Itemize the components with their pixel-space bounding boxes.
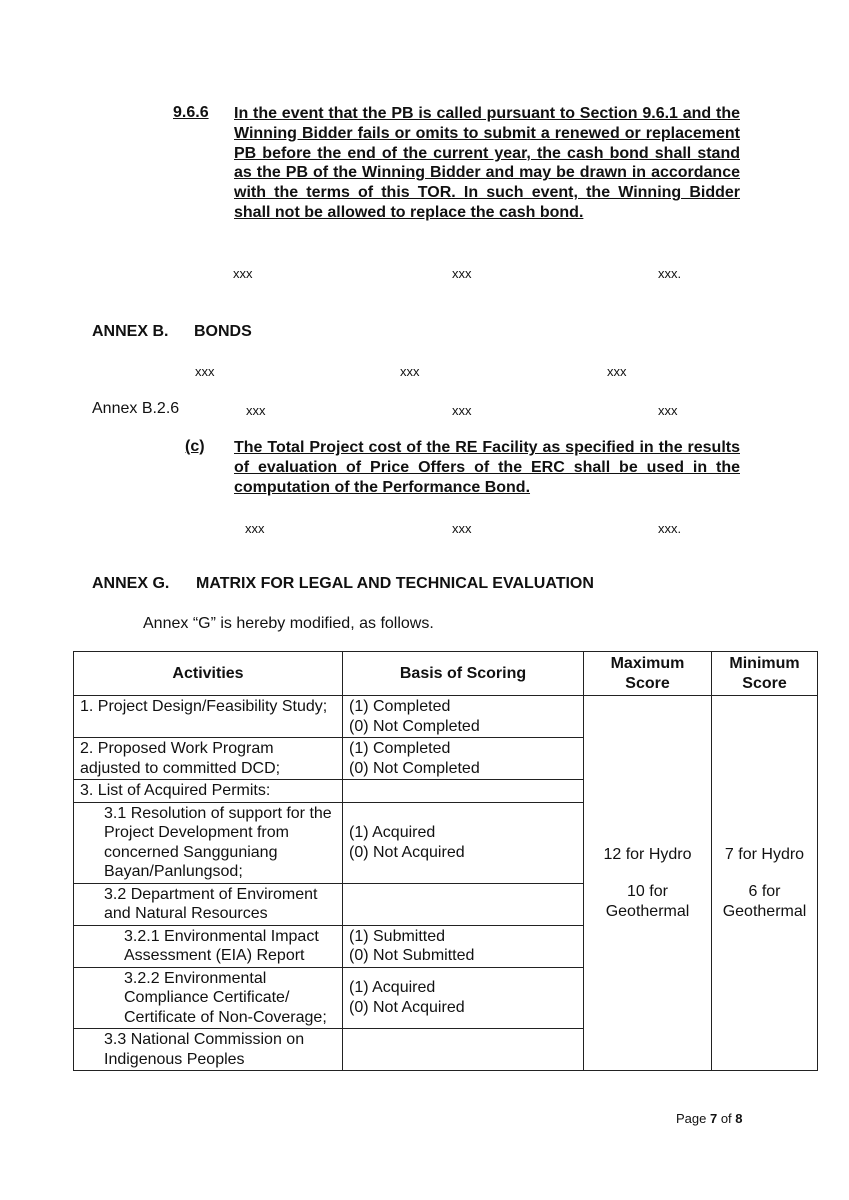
basis-line: (1) Acquired: [349, 824, 436, 841]
placeholder-xxx: xxx: [246, 403, 266, 418]
placeholder-xxx: xxx: [195, 364, 215, 379]
activity-cell: 3.2.1 Environmental Impact Assessment (EIA) Report: [74, 925, 343, 967]
basis-line: (0) Not Submitted: [349, 947, 475, 964]
min-score-geo-line1: 6 for: [748, 883, 781, 901]
header-activities: Activities: [74, 652, 343, 696]
min-score-cell: [712, 696, 818, 1071]
min-score-hydro: 7 for Hydro: [724, 845, 805, 863]
basis-line: (1) Completed: [349, 698, 451, 715]
header-min-score: Minimum Score: [712, 652, 818, 696]
placeholder-xxx: xxx: [452, 403, 472, 418]
basis-cell: [343, 967, 584, 1029]
basis-cell: [343, 1029, 584, 1071]
basis-cell: [343, 780, 584, 803]
header-basis: Basis of Scoring: [343, 652, 584, 696]
activity-cell: 3.3 National Commission on Indigenous Peoples: [74, 1029, 343, 1071]
basis-line: (0) Not Acquired: [349, 998, 465, 1016]
annex-b-label: ANNEX B.: [92, 323, 169, 340]
annex-g-title: MATRIX FOR LEGAL AND TECHNICAL EVALUATION: [196, 575, 594, 592]
annex-b26-label: Annex B.2.6: [92, 400, 180, 417]
placeholder-xxx: xxx: [607, 364, 627, 379]
activity-cell: 3. List of Acquired Permits:: [74, 780, 343, 803]
basis-line: (0) Not Completed: [349, 759, 480, 777]
basis-line: (1) Submitted: [349, 927, 446, 945]
placeholder-xxx: xxx: [233, 266, 253, 281]
max-score-geo-line1: 10 for: [627, 883, 668, 901]
basis-line: (0) Not Acquired: [349, 843, 465, 861]
basis-cell: [343, 925, 584, 967]
placeholder-xxx: xxx: [658, 403, 678, 418]
annex-g-label: ANNEX G.: [92, 575, 170, 592]
max-score-hydro: 12 for Hydro: [603, 845, 692, 863]
basis-line: (0) Not Completed: [349, 717, 480, 735]
page-number: [676, 1111, 743, 1126]
basis-line: (1) Completed: [349, 740, 451, 757]
placeholder-xxx: xxx: [452, 521, 472, 536]
evaluation-matrix-table: [73, 651, 818, 1071]
basis-line: (1) Acquired: [349, 979, 436, 997]
activity-cell: 2. Proposed Work Program adjusted to committed DCD;: [74, 738, 343, 780]
page-of: of: [717, 1111, 736, 1126]
placeholder-xxx: xxx: [400, 364, 420, 379]
activity-cell: 1. Project Design/Feasibility Study;: [74, 696, 343, 738]
max-score-cell: [584, 696, 712, 1071]
activity-cell: 3.2 Department of Enviroment and Natural Resources: [74, 883, 343, 925]
section-number: 9.6.6: [173, 104, 209, 121]
max-score-geo-line2: Geothermal: [605, 902, 690, 920]
page-total: 8: [735, 1111, 743, 1126]
placeholder-xxx: xxx.: [658, 266, 682, 281]
table-row: [74, 696, 818, 738]
min-score-geo-line2: Geothermal: [722, 902, 807, 920]
activity-cell: 3.1 Resolution of support for the Project Development from concerned Sangguniang Bayan/Panlungsod;: [74, 802, 343, 883]
header-max-score: Maximum Score: [584, 652, 712, 696]
page-current: 7: [709, 1111, 718, 1126]
basis-cell: [343, 696, 584, 738]
basis-cell: [343, 802, 584, 883]
placeholder-xxx: xxx.: [658, 521, 682, 536]
table-header-row: [74, 652, 818, 696]
basis-cell: [343, 738, 584, 780]
activity-cell: 3.2.2 Environmental Compliance Certificate/ Certificate of Non-Coverage;: [74, 967, 343, 1029]
item-c-text: The Total Project cost of the RE Facility as specified in the results of evaluation of Price Offers of the ERC shall be used in the computation of the Performance Bond.: [234, 439, 740, 496]
annex-b-title: BONDS: [194, 323, 252, 340]
annex-g-intro: Annex “G” is hereby modified, as follows.: [143, 615, 434, 632]
placeholder-xxx: xxx: [245, 521, 265, 536]
section-text: In the event that the PB is called pursuant to Section 9.6.1 and the Winning Bidder fails or omits to submit a renewed or replacement PB before the end of the current year, the cash bond shall stand as the PB of the Winning Bidder and may be drawn in accordance with the terms of this TOR. In such event, the Winning Bidder shall not be allowed to replace the cash bond.: [234, 105, 740, 221]
basis-cell: [343, 883, 584, 925]
placeholder-xxx: xxx: [452, 266, 472, 281]
item-c-label: (c): [185, 438, 205, 455]
page-prefix: Page: [676, 1111, 710, 1126]
